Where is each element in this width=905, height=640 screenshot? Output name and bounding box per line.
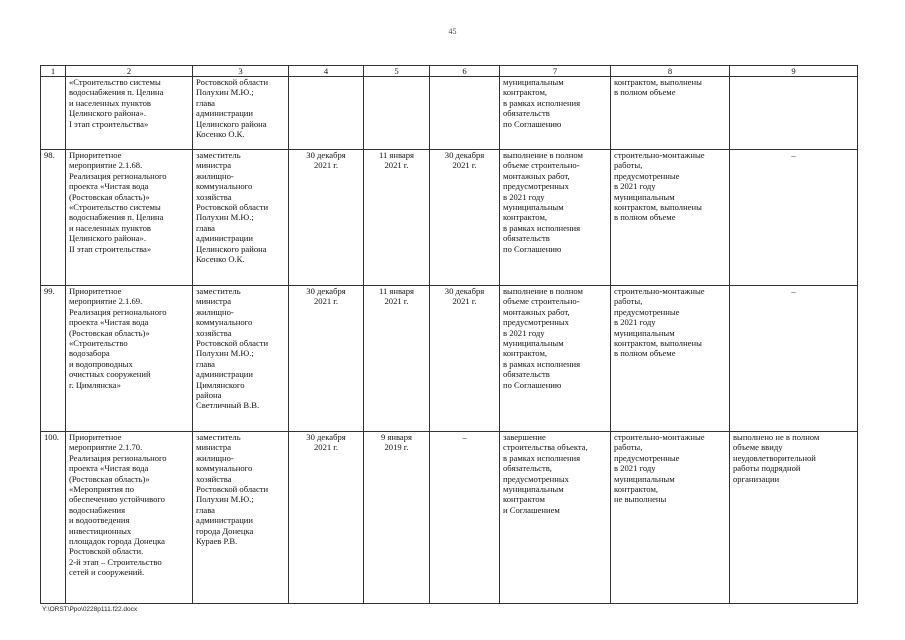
- header-cell: 9: [730, 66, 858, 77]
- header-cell: 6: [430, 66, 500, 77]
- date-fact-start: 9 января 2019 г.: [364, 432, 430, 604]
- date-fact-end: –: [430, 432, 500, 604]
- header-cell: 8: [611, 66, 730, 77]
- row-number: 100.: [41, 432, 66, 604]
- responsible: заместитель министра жилищно- коммунального хозяйства Ростовской области Полухин М.Ю.; глава администрации Цимлянского района Светличный В.В.: [193, 286, 289, 432]
- responsible: Ростовской области Полухин М.Ю.; глава администрации Целинского района Косенко О.К.: [193, 77, 289, 150]
- date-fact-end: 30 декабря 2021 г.: [430, 150, 500, 286]
- header-cell: 2: [66, 66, 193, 77]
- row-number: 99.: [41, 286, 66, 432]
- expected-result: выполнение в полном объеме строительно- монтажных работ, предусмотренных в 2021 году муниципальным контрактом, в рамках исполнения обязательств по Соглашению: [500, 150, 611, 286]
- responsible: заместитель министра жилищно- коммунального хозяйства Ростовской области Полухин М.Ю.; глава администрации Целинского района Косенко О.К.: [193, 150, 289, 286]
- date-plan: [289, 77, 364, 150]
- date-fact-end: 30 декабря 2021 г.: [430, 286, 500, 432]
- responsible: заместитель министра жилищно- коммунального хозяйства Ростовской области Полухин М.Ю.; глава администрации города Донецка Кураев Р.В.: [193, 432, 289, 604]
- problems: –: [730, 286, 858, 432]
- event-name: Приоритетное мероприятие 2.1.69. Реализация регионального проекта «Чистая вода (Ростовская область)» «Строительство водозабора и водопроводных очистных сооружений г. Цимлянска»: [66, 286, 193, 432]
- date-plan: 30 декабря 2021 г.: [289, 432, 364, 604]
- header-cell: 4: [289, 66, 364, 77]
- row-number: [41, 77, 66, 150]
- expected-result: завершение строительства объекта, в рамках исполнения обязательств, предусмотренных муниципальным контрактом и Соглашением: [500, 432, 611, 604]
- file-path-footer: Y:\ORST\Ppo\0228p111.f22.docx: [42, 606, 138, 613]
- expected-result: муниципальным контрактом, в рамках исполнения обязательств по Соглашению: [500, 77, 611, 150]
- table-row: [41, 150, 858, 286]
- event-name: Приоритетное мероприятие 2.1.70. Реализация регионального проекта «Чистая вода (Ростовская область)» «Мероприятия по обеспечению устойчивого водоснабжения и водоотведения инвестиционных площадок города Донецка Ростовской области. 2-й этап – Строительство сетей и сооружений.: [66, 432, 193, 604]
- actual-result: строительно-монтажные работы, предусмотренные в 2021 году муниципальным контрактом, не выполнены: [611, 432, 730, 604]
- date-fact-start: 11 января 2021 г.: [364, 286, 430, 432]
- event-name: Приоритетное мероприятие 2.1.68. Реализация регионального проекта «Чистая вода (Ростовская область)» «Строительство системы водоснабжения п. Целина и населенных пунктов Целинского района». II этап строительства»: [66, 150, 193, 286]
- actual-result: контрактом, выполнены в полном объеме: [611, 77, 730, 150]
- header-cell: 1: [41, 66, 66, 77]
- problems: выполнено не в полном объеме ввиду неудовлетворительной работы подрядной организации: [730, 432, 858, 604]
- expected-result: выполнение в полном объеме строительно- монтажных работ, предусмотренных в 2021 году муниципальным контрактом, в рамках исполнения обязательств по Соглашению: [500, 286, 611, 432]
- actual-result: строительно-монтажные работы, предусмотренные в 2021 году муниципальным контрактом, выполнены в полном объеме: [611, 150, 730, 286]
- actual-result: строительно-монтажные работы, предусмотренные в 2021 году муниципальным контрактом, выполнены в полном объеме: [611, 286, 730, 432]
- report-table: [40, 65, 858, 604]
- date-fact-start: [364, 77, 430, 150]
- header-cell: 5: [364, 66, 430, 77]
- date-fact-end: [430, 77, 500, 150]
- header-cell: 7: [500, 66, 611, 77]
- header-row: [41, 66, 858, 77]
- problems: [730, 77, 858, 150]
- event-name: «Строительство системы водоснабжения п. Целина и населенных пунктов Целинского района». I этап строительства»: [66, 77, 193, 150]
- problems: –: [730, 150, 858, 286]
- table-row: [41, 77, 858, 150]
- date-plan: 30 декабря 2021 г.: [289, 286, 364, 432]
- table-row: [41, 432, 858, 604]
- table-row: [41, 286, 858, 432]
- date-plan: 30 декабря 2021 г.: [289, 150, 364, 286]
- header-cell: 3: [193, 66, 289, 77]
- date-fact-start: 11 января 2021 г.: [364, 150, 430, 286]
- row-number: 98.: [41, 150, 66, 286]
- page-number: 45: [448, 27, 457, 36]
